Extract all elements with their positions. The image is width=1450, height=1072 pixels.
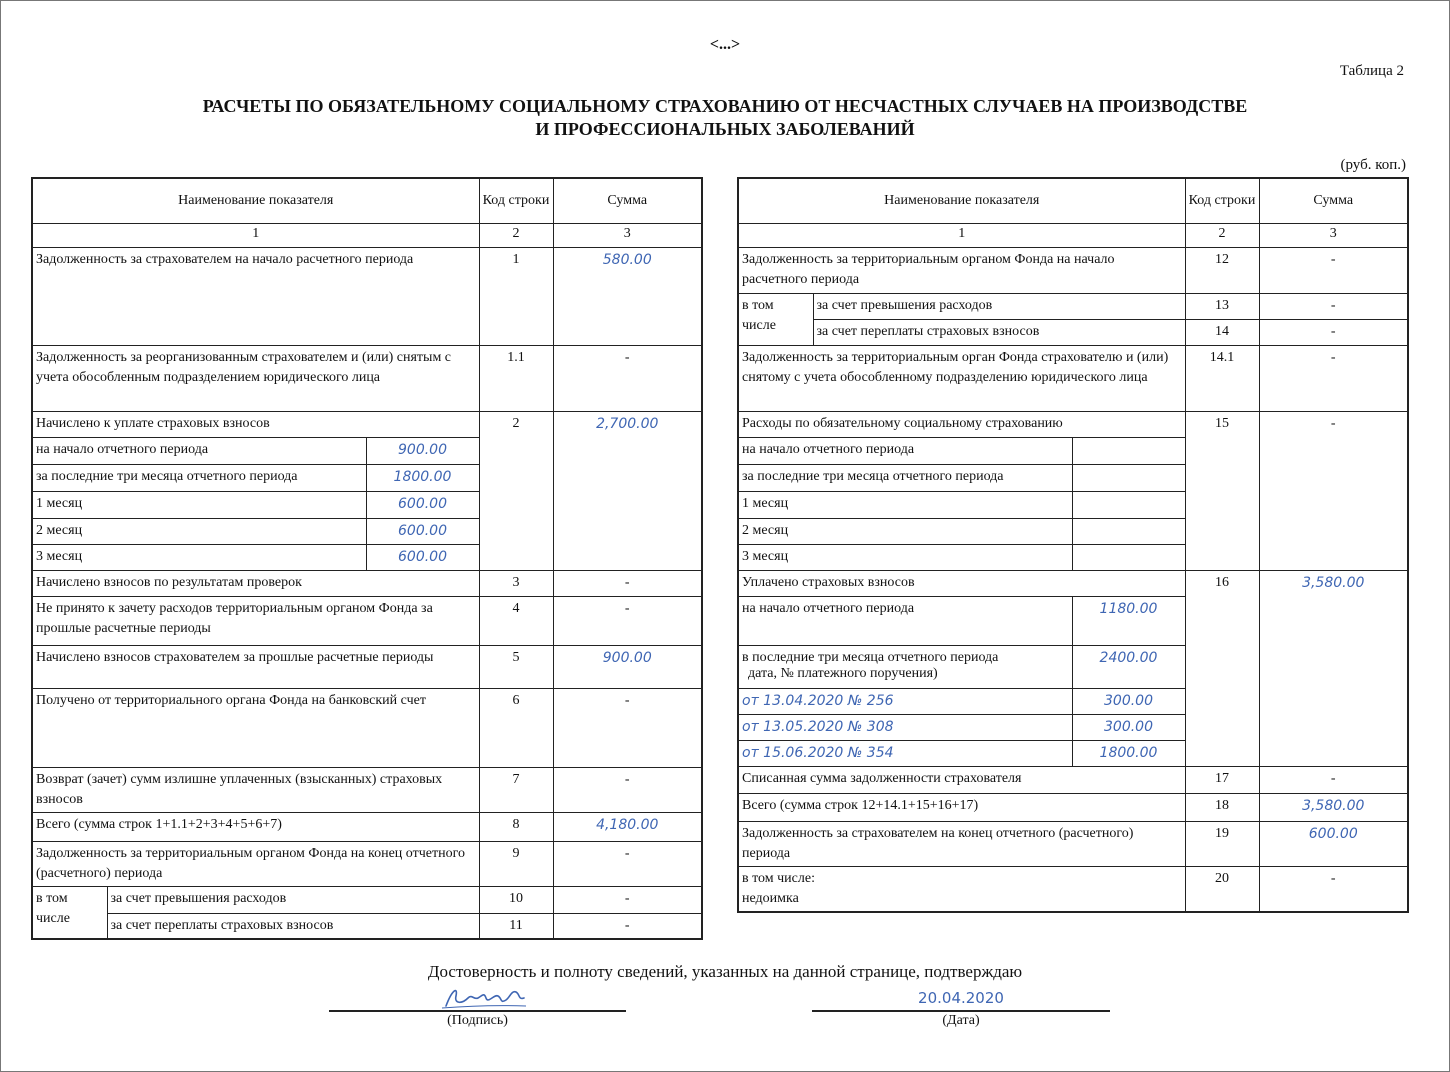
row-sum: - xyxy=(553,841,702,886)
row-code: 12 xyxy=(1185,247,1259,293)
row-label: Получено от территориального органа Фонда на банковский счет xyxy=(32,688,479,767)
top-mark: <...> xyxy=(709,36,741,53)
table-row xyxy=(32,767,702,812)
sub-label: 3 месяц xyxy=(738,544,1072,570)
sub-value: 2400.00 xyxy=(1072,645,1185,688)
row-sum: - xyxy=(1259,247,1408,293)
table-row xyxy=(32,411,702,437)
header-name: Наименование показателя xyxy=(32,178,479,223)
row-label: Расходы по обязательному социальному страхованию xyxy=(738,411,1185,437)
table-row xyxy=(32,913,702,939)
row-sum: - xyxy=(1259,345,1408,411)
row-code: 18 xyxy=(1185,793,1259,821)
row-label xyxy=(738,866,1185,912)
sub-label: за последние три месяца отчетного периода xyxy=(738,464,1072,491)
row-sum: - xyxy=(553,913,702,939)
sub-value xyxy=(1072,437,1185,464)
row-label-line1: в том числе: xyxy=(742,870,815,886)
row-label: Начислено к уплате страховых взносов xyxy=(32,411,479,437)
row-label: Задолженность за территориальным органом Фонда на конец отчетного (расчетного) периода xyxy=(32,841,479,886)
table-row xyxy=(738,345,1408,411)
row-sum: - xyxy=(1259,766,1408,793)
payment-doc: от 15.06.2020 № 354 xyxy=(738,740,1072,766)
row-code: 16 xyxy=(1185,570,1259,766)
row-sum: - xyxy=(553,767,702,812)
row-code: 14.1 xyxy=(1185,345,1259,411)
date-caption: (Дата) xyxy=(942,1013,980,1028)
table-row xyxy=(738,411,1408,437)
row-label: Всего (сумма строк 1+1.1+2+3+4+5+6+7) xyxy=(32,812,479,841)
payment-doc: от 13.05.2020 № 308 xyxy=(738,714,1072,740)
row-label: Задолженность за территориальным органом Фонда на начало расчетного периода xyxy=(738,247,1185,293)
table-row xyxy=(738,319,1408,345)
row-label: Начислено взносов страхователем за прошлые расчетные периоды xyxy=(32,645,479,688)
row-sum: 900.00 xyxy=(553,645,702,688)
header-sum: Сумма xyxy=(1259,178,1408,223)
row-sum: 3,580.00 xyxy=(1259,570,1408,766)
table-row xyxy=(32,688,702,767)
sub-value: 600.00 xyxy=(366,518,479,544)
table-row xyxy=(738,821,1408,866)
sub-label: на начало отчетного периода xyxy=(738,596,1072,645)
col-number-1: 1 xyxy=(738,223,1185,247)
sub-value xyxy=(1072,544,1185,570)
table-row xyxy=(738,766,1408,793)
table-row xyxy=(32,596,702,645)
form-title xyxy=(0,95,1450,141)
row-sum: - xyxy=(1259,866,1408,912)
row-sum: 2,700.00 xyxy=(553,411,702,570)
table-row xyxy=(32,247,702,345)
row-code: 9 xyxy=(479,841,553,886)
sub-label: на начало отчетного периода xyxy=(738,437,1072,464)
row-code: 1 xyxy=(479,247,553,345)
row-label: за счет переплаты страховых взносов xyxy=(813,319,1185,345)
table-row xyxy=(738,570,1408,596)
header-sum: Сумма xyxy=(553,178,702,223)
row-sum: - xyxy=(553,596,702,645)
table-row xyxy=(32,345,702,411)
row-code: 13 xyxy=(1185,293,1259,319)
table-row xyxy=(32,886,702,913)
col-number-2: 2 xyxy=(479,223,553,247)
title-line-1: РАСЧЕТЫ ПО ОБЯЗАТЕЛЬНОМУ СОЦИАЛЬНОМУ СТРАХОВАНИЮ ОТ НЕСЧАСТНЫХ СЛУЧАЕВ НА ПРОИЗВОДСТВЕ xyxy=(202,96,1248,116)
col-number-2: 2 xyxy=(1185,223,1259,247)
signature-mark xyxy=(438,984,528,1010)
incl-label: в том числе xyxy=(738,293,813,345)
row-sum: - xyxy=(553,688,702,767)
col-number-3: 3 xyxy=(1259,223,1408,247)
row-sum: 3,580.00 xyxy=(1259,793,1408,821)
row-code: 15 xyxy=(1185,411,1259,570)
row-label: за счет превышения расходов xyxy=(813,293,1185,319)
sub-label: 2 месяц xyxy=(738,518,1072,544)
row-label: Не принято к зачету расходов территориальным органом Фонда за прошлые расчетные периоды xyxy=(32,596,479,645)
row-label: Возврат (зачет) сумм излишне уплаченных (взысканных) страховых взносов xyxy=(32,767,479,812)
sub-label: на начало отчетного периода xyxy=(32,437,366,464)
table-row xyxy=(32,841,702,886)
row-label: Всего (сумма строк 12+14.1+15+16+17) xyxy=(738,793,1185,821)
sub-value: 900.00 xyxy=(366,437,479,464)
row-code: 1.1 xyxy=(479,345,553,411)
row-code: 20 xyxy=(1185,866,1259,912)
row-label: за счет превышения расходов xyxy=(107,886,479,913)
header-name: Наименование показателя xyxy=(738,178,1185,223)
row-code: 6 xyxy=(479,688,553,767)
row-sum: - xyxy=(553,570,702,596)
table-row xyxy=(32,645,702,688)
row-code: 4 xyxy=(479,596,553,645)
header-code: Код строки xyxy=(1185,178,1259,223)
sub-label: 2 месяц xyxy=(32,518,366,544)
right-table xyxy=(737,177,1409,913)
row-label: Задолженность за реорганизованным страхователем и (или) снятым с учета обособленным подразделением юридического лица xyxy=(32,345,479,411)
sub-value: 1180.00 xyxy=(1072,596,1185,645)
row-sum: 580.00 xyxy=(553,247,702,345)
table-row xyxy=(738,866,1408,912)
table-row xyxy=(738,793,1408,821)
header-code: Код строки xyxy=(479,178,553,223)
row-sum: - xyxy=(553,345,702,411)
row-sum: - xyxy=(1259,293,1408,319)
signature-line xyxy=(329,1010,626,1012)
signature-caption: (Подпись) xyxy=(447,1013,508,1028)
sub-value: 1800.00 xyxy=(366,464,479,491)
incl-label: в том числе xyxy=(32,886,107,939)
sub-value: 600.00 xyxy=(366,491,479,518)
col-number-1: 1 xyxy=(32,223,479,247)
row-sum: - xyxy=(1259,411,1408,570)
row-sum: 4,180.00 xyxy=(553,812,702,841)
row-label: Списанная сумма задолженности страхователя xyxy=(738,766,1185,793)
row-sum: - xyxy=(553,886,702,913)
table-row xyxy=(32,812,702,841)
row-label: Задолженность за территориальным орган Фонда страхователю и (или) снятому с учета обособленному подразделению юридического лица xyxy=(738,345,1185,411)
row-code: 10 xyxy=(479,886,553,913)
row-code: 11 xyxy=(479,913,553,939)
row-label: Начислено взносов по результатам проверок xyxy=(32,570,479,596)
date-line xyxy=(812,1010,1110,1012)
payment-amount: 300.00 xyxy=(1072,714,1185,740)
sub-label xyxy=(738,645,1072,688)
col-number-3: 3 xyxy=(553,223,702,247)
row-code: 3 xyxy=(479,570,553,596)
payment-amount: 1800.00 xyxy=(1072,740,1185,766)
row-code: 5 xyxy=(479,645,553,688)
sub-label: 3 месяц xyxy=(32,544,366,570)
sub-value xyxy=(1072,464,1185,491)
table-number: Таблица 2 xyxy=(1339,63,1404,79)
row-label: за счет переплаты страховых взносов xyxy=(107,913,479,939)
signature xyxy=(438,984,528,1010)
left-table xyxy=(31,177,703,940)
last3-label: в последние три месяца отчетного периода xyxy=(742,649,999,665)
confirmation-text: Достоверность и полноту сведений, указанных на данной странице, подтверждаю xyxy=(427,962,1023,981)
payment-amount: 300.00 xyxy=(1072,688,1185,714)
row-label-line2: недоимка xyxy=(742,890,799,906)
row-sum: 600.00 xyxy=(1259,821,1408,866)
payment-doc: от 13.04.2020 № 256 xyxy=(738,688,1072,714)
last3-note: дата, № платежного поручения) xyxy=(748,665,938,681)
sub-label: 1 месяц xyxy=(32,491,366,518)
row-code: 14 xyxy=(1185,319,1259,345)
table-row xyxy=(738,247,1408,293)
row-label: Уплачено страховых взносов xyxy=(738,570,1185,596)
sub-value: 600.00 xyxy=(366,544,479,570)
table-row xyxy=(32,570,702,596)
sub-value xyxy=(1072,518,1185,544)
sub-label: за последние три месяца отчетного периода xyxy=(32,464,366,491)
row-code: 17 xyxy=(1185,766,1259,793)
row-label: Задолженность за страхователем на конец отчетного (расчетного) периода xyxy=(738,821,1185,866)
table-row xyxy=(738,293,1408,319)
row-code: 8 xyxy=(479,812,553,841)
title-line-2: И ПРОФЕССИОНАЛЬНЫХ ЗАБОЛЕВАНИЙ xyxy=(535,119,915,139)
date-value: 20.04.2020 xyxy=(918,989,1004,1007)
row-sum: - xyxy=(1259,319,1408,345)
row-code: 19 xyxy=(1185,821,1259,866)
sub-label: 1 месяц xyxy=(738,491,1072,518)
units-label: (руб. коп.) xyxy=(1340,157,1406,173)
row-label: Задолженность за страхователем на начало расчетного периода xyxy=(32,247,479,345)
row-code: 7 xyxy=(479,767,553,812)
row-code: 2 xyxy=(479,411,553,570)
sub-value xyxy=(1072,491,1185,518)
